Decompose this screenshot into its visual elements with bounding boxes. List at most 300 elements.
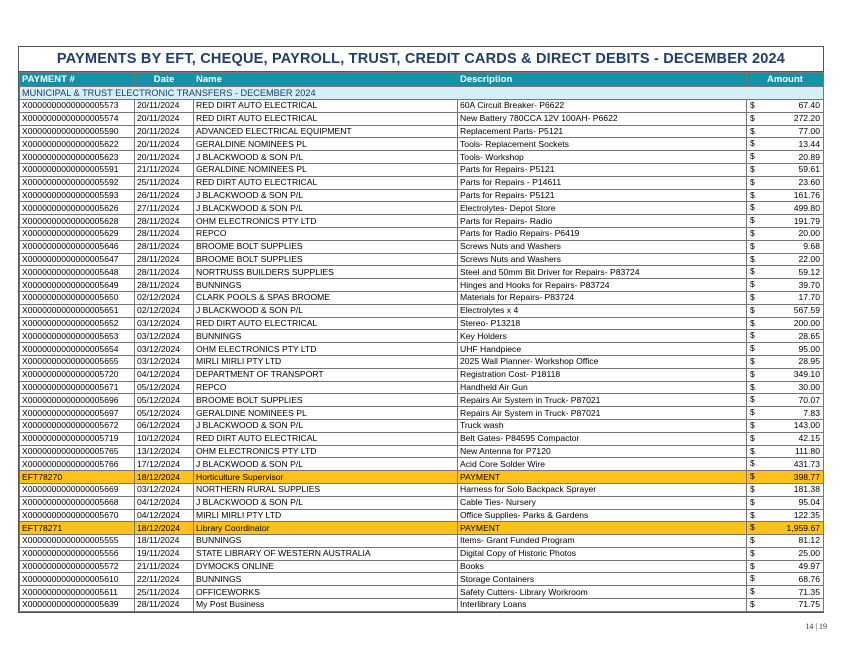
cell-amount	[747, 151, 824, 164]
amount-value: 567.59	[793, 305, 820, 316]
cell-description: PAYMENT	[458, 471, 747, 484]
cell-name: J BLACKWOOD & SON P/L	[194, 151, 458, 164]
cell-description: Stereo- P13218	[458, 317, 747, 330]
cell-description: Electrolytes- Depot Store	[458, 202, 747, 215]
cell-payment-id: X0000000000000005590	[20, 125, 135, 138]
cell-date: 18/12/2024	[135, 471, 194, 484]
cell-payment-id: X0000000000000005765	[20, 445, 135, 458]
cell-description: Parts for Repairs - P14611	[458, 176, 747, 189]
cell-payment-id: X0000000000000005696	[20, 394, 135, 407]
cell-date: 03/12/2024	[135, 483, 194, 496]
cell-description: Storage Containers	[458, 573, 747, 586]
header-name: Name	[194, 73, 458, 87]
table-row	[20, 483, 824, 496]
cell-amount	[747, 125, 824, 138]
table-row	[20, 291, 824, 304]
cell-amount	[747, 163, 824, 176]
cell-name: CLARK POOLS & SPAS BROOME	[194, 291, 458, 304]
cell-date: 28/11/2024	[135, 227, 194, 240]
currency-symbol: $	[750, 343, 755, 354]
cell-amount	[747, 445, 824, 458]
cell-date: 28/11/2024	[135, 279, 194, 292]
currency-symbol: $	[750, 317, 755, 328]
cell-name: BROOME BOLT SUPPLIES	[194, 240, 458, 253]
cell-name: BUNNINGS	[194, 535, 458, 548]
cell-description: Tools- Replacement Sockets	[458, 138, 747, 151]
cell-name: BUNNINGS	[194, 279, 458, 292]
currency-symbol: $	[750, 291, 755, 302]
cell-amount	[747, 535, 824, 548]
amount-value: 181.38	[793, 484, 820, 495]
table-row	[20, 432, 824, 445]
cell-description: Acid Core Solder Wire	[458, 458, 747, 471]
cell-description: Parts for Repairs- Radio	[458, 215, 747, 228]
currency-symbol: $	[750, 483, 755, 494]
cell-name: OHM ELECTRONICS PTY LTD	[194, 343, 458, 356]
cell-name: NORTRUSS BUILDERS SUPPLIES	[194, 266, 458, 279]
table-row	[20, 202, 824, 215]
cell-description: Safety Cutters- Library Workroom	[458, 586, 747, 599]
cell-payment-id: X0000000000000005623	[20, 151, 135, 164]
table-row	[20, 535, 824, 548]
table-row	[20, 304, 824, 317]
cell-description: Cable Ties- Nursery	[458, 496, 747, 509]
currency-symbol: $	[750, 266, 755, 277]
currency-symbol: $	[750, 176, 755, 187]
cell-payment-id: X0000000000000005669	[20, 483, 135, 496]
cell-description: Repairs Air System in Truck- P87021	[458, 394, 747, 407]
amount-value: 191.79	[793, 215, 820, 226]
currency-symbol: $	[750, 215, 755, 226]
currency-symbol: $	[750, 304, 755, 315]
cell-date: 19/11/2024	[135, 547, 194, 560]
header-description: Description	[458, 73, 747, 87]
cell-date: 21/11/2024	[135, 560, 194, 573]
table-row	[20, 381, 824, 394]
amount-value: 77.00	[798, 125, 820, 136]
cell-amount	[747, 599, 824, 612]
cell-date: 03/12/2024	[135, 355, 194, 368]
currency-symbol: $	[750, 151, 755, 162]
amount-value: 59.61	[798, 164, 820, 175]
cell-name: J BLACKWOOD & SON P/L	[194, 304, 458, 317]
cell-description: Tools- Workshop	[458, 151, 747, 164]
cell-date: 26/11/2024	[135, 189, 194, 202]
cell-payment-id: X0000000000000005670	[20, 509, 135, 522]
cell-description: New Battery 780CCA 12V 100AH- P6622	[458, 112, 747, 125]
cell-date: 28/11/2024	[135, 266, 194, 279]
cell-date: 04/12/2024	[135, 368, 194, 381]
cell-payment-id: X0000000000000005719	[20, 432, 135, 445]
cell-name: Library Coordinator	[194, 522, 458, 535]
cell-amount	[747, 394, 824, 407]
cell-name: DEPARTMENT OF TRANSPORT	[194, 368, 458, 381]
table-row	[20, 496, 824, 509]
amount-value: 30.00	[798, 381, 820, 392]
cell-amount	[747, 189, 824, 202]
table-row	[20, 522, 824, 535]
cell-payment-id: X0000000000000005766	[20, 458, 135, 471]
cell-amount	[747, 202, 824, 215]
cell-payment-id: X0000000000000005639	[20, 599, 135, 612]
cell-name: REPCO	[194, 227, 458, 240]
amount-value: 67.40	[798, 100, 820, 111]
cell-payment-id: X0000000000000005592	[20, 176, 135, 189]
payments-table	[19, 72, 824, 612]
currency-symbol: $	[750, 586, 755, 597]
cell-name: BROOME BOLT SUPPLIES	[194, 253, 458, 266]
cell-date: 28/11/2024	[135, 215, 194, 228]
cell-description: Electrolytes x 4	[458, 304, 747, 317]
cell-description: Registration Cost- P18118	[458, 368, 747, 381]
table-row	[20, 100, 824, 113]
cell-name: OHM ELECTRONICS PTY LTD	[194, 215, 458, 228]
table-row	[20, 176, 824, 189]
cell-amount	[747, 227, 824, 240]
table-row	[20, 317, 824, 330]
amount-value: 28.95	[798, 356, 820, 367]
currency-symbol: $	[750, 419, 755, 430]
amount-value: 23.60	[798, 177, 820, 188]
amount-value: 272.20	[793, 113, 820, 124]
cell-name: Horticulture Supervisor	[194, 471, 458, 484]
cell-description: Parts for Radio Repairs- P6419	[458, 227, 747, 240]
cell-description: 2025 Wall Planner- Workshop Office	[458, 355, 747, 368]
currency-symbol: $	[750, 599, 755, 610]
currency-symbol: $	[750, 189, 755, 200]
currency-symbol: $	[750, 407, 755, 418]
currency-symbol: $	[750, 458, 755, 469]
cell-payment-id: X0000000000000005556	[20, 547, 135, 560]
cell-amount	[747, 215, 824, 228]
cell-date: 04/12/2024	[135, 496, 194, 509]
cell-payment-id: X0000000000000005648	[20, 266, 135, 279]
amount-value: 95.00	[798, 343, 820, 354]
page-number: 14 | 19	[805, 622, 827, 631]
cell-payment-id: X0000000000000005593	[20, 189, 135, 202]
cell-date: 28/11/2024	[135, 599, 194, 612]
currency-symbol: $	[750, 432, 755, 443]
cell-amount	[747, 355, 824, 368]
cell-payment-id: X0000000000000005628	[20, 215, 135, 228]
cell-description: Materials for Repairs- P83724	[458, 291, 747, 304]
cell-name: NORTHERN RURAL SUPPLIES	[194, 483, 458, 496]
table-row	[20, 419, 824, 432]
cell-description: Replacement Parts- P5121	[458, 125, 747, 138]
cell-amount	[747, 509, 824, 522]
cell-payment-id: X0000000000000005655	[20, 355, 135, 368]
currency-symbol: $	[750, 496, 755, 507]
currency-symbol: $	[750, 138, 755, 149]
cell-name: REPCO	[194, 381, 458, 394]
table-row	[20, 599, 824, 612]
cell-date: 21/11/2024	[135, 163, 194, 176]
currency-symbol: $	[750, 163, 755, 174]
cell-name: GERALDINE NOMINEES PL	[194, 138, 458, 151]
amount-value: 17.70	[798, 292, 820, 303]
amount-value: 200.00	[793, 317, 820, 328]
amount-value: 9.68	[803, 241, 820, 252]
amount-value: 71.35	[798, 586, 820, 597]
cell-payment-id: X0000000000000005651	[20, 304, 135, 317]
cell-payment-id: X0000000000000005573	[20, 100, 135, 113]
cell-date: 20/11/2024	[135, 112, 194, 125]
cell-amount	[747, 304, 824, 317]
cell-date: 28/11/2024	[135, 240, 194, 253]
table-row	[20, 112, 824, 125]
amount-value: 39.70	[798, 279, 820, 290]
table-row	[20, 586, 824, 599]
amount-value: 20.89	[798, 151, 820, 162]
table-row	[20, 138, 824, 151]
amount-value: 431.73	[793, 458, 820, 469]
cell-amount	[747, 317, 824, 330]
table-row	[20, 394, 824, 407]
cell-amount	[747, 253, 824, 266]
header-payment: PAYMENT #	[20, 73, 135, 87]
cell-name: BUNNINGS	[194, 330, 458, 343]
cell-name: RED DIRT AUTO ELECTRICAL	[194, 176, 458, 189]
currency-symbol: $	[750, 547, 755, 558]
cell-date: 10/12/2024	[135, 432, 194, 445]
cell-payment-id: X0000000000000005610	[20, 573, 135, 586]
header-amount: Amount	[747, 73, 824, 87]
cell-payment-id: X0000000000000005591	[20, 163, 135, 176]
cell-payment-id: EFT78270	[20, 471, 135, 484]
cell-description: Hinges and Hooks for Repairs- P83724	[458, 279, 747, 292]
cell-amount	[747, 458, 824, 471]
cell-date: 18/12/2024	[135, 522, 194, 535]
cell-description: Books	[458, 560, 747, 573]
amount-value: 143.00	[793, 420, 820, 431]
cell-date: 25/11/2024	[135, 176, 194, 189]
amount-value: 49.97	[798, 561, 820, 572]
amount-value: 349.10	[793, 369, 820, 380]
amount-value: 161.76	[793, 189, 820, 200]
cell-amount	[747, 112, 824, 125]
cell-amount	[747, 586, 824, 599]
header-date: Date	[135, 73, 194, 87]
currency-symbol: $	[750, 368, 755, 379]
currency-symbol: $	[750, 202, 755, 213]
cell-date: 22/11/2024	[135, 573, 194, 586]
cell-name: BUNNINGS	[194, 573, 458, 586]
cell-amount	[747, 547, 824, 560]
cell-description: Office Supplies- Parks & Gardens	[458, 509, 747, 522]
cell-date: 03/12/2024	[135, 330, 194, 343]
cell-date: 27/11/2024	[135, 202, 194, 215]
cell-description: PAYMENT	[458, 522, 747, 535]
report-title: PAYMENTS BY EFT, CHEQUE, PAYROLL, TRUST, CREDIT CARDS & DIRECT DEBITS - DECEMBER 2024	[19, 47, 823, 72]
table-row	[20, 227, 824, 240]
cell-name: RED DIRT AUTO ELECTRICAL	[194, 317, 458, 330]
cell-name: MIRLI MIRLI PTY LTD	[194, 355, 458, 368]
currency-symbol: $	[750, 535, 755, 546]
cell-description: Screws Nuts and Washers	[458, 240, 747, 253]
cell-date: 20/11/2024	[135, 100, 194, 113]
cell-name: My Post Business	[194, 599, 458, 612]
cell-payment-id: X0000000000000005649	[20, 279, 135, 292]
currency-symbol: $	[750, 560, 755, 571]
table-row	[20, 368, 824, 381]
cell-name: J BLACKWOOD & SON P/L	[194, 496, 458, 509]
cell-payment-id: X0000000000000005697	[20, 407, 135, 420]
table-row	[20, 547, 824, 560]
currency-symbol: $	[750, 445, 755, 456]
currency-symbol: $	[750, 112, 755, 123]
cell-payment-id: X0000000000000005647	[20, 253, 135, 266]
amount-value: 122.35	[793, 509, 820, 520]
cell-date: 02/12/2024	[135, 304, 194, 317]
cell-description: 60A Circuit Breaker- P6622	[458, 100, 747, 113]
cell-amount	[747, 432, 824, 445]
cell-amount	[747, 291, 824, 304]
currency-symbol: $	[750, 522, 755, 533]
payments-sheet	[18, 46, 824, 613]
cell-payment-id: X0000000000000005668	[20, 496, 135, 509]
amount-value: 81.12	[798, 535, 820, 546]
amount-value: 42.15	[798, 433, 820, 444]
cell-date: 03/12/2024	[135, 317, 194, 330]
cell-amount	[747, 368, 824, 381]
cell-payment-id: X0000000000000005650	[20, 291, 135, 304]
cell-amount	[747, 419, 824, 432]
cell-description: Screws Nuts and Washers	[458, 253, 747, 266]
section-row	[20, 87, 824, 100]
cell-name: J BLACKWOOD & SON P/L	[194, 189, 458, 202]
table-row	[20, 445, 824, 458]
cell-name: GERALDINE NOMINEES PL	[194, 407, 458, 420]
cell-payment-id: X0000000000000005574	[20, 112, 135, 125]
cell-payment-id: X0000000000000005622	[20, 138, 135, 151]
table-row	[20, 330, 824, 343]
table-row	[20, 573, 824, 586]
cell-name: BROOME BOLT SUPPLIES	[194, 394, 458, 407]
cell-payment-id: X0000000000000005629	[20, 227, 135, 240]
table-row	[20, 163, 824, 176]
cell-payment-id: X0000000000000005672	[20, 419, 135, 432]
cell-description: Harness for Solo Backpack Sprayer	[458, 483, 747, 496]
cell-amount	[747, 176, 824, 189]
cell-date: 20/11/2024	[135, 138, 194, 151]
amount-value: 95.04	[798, 497, 820, 508]
amount-value: 28.65	[798, 330, 820, 341]
table-row	[20, 560, 824, 573]
cell-description: New Antenna for P7120	[458, 445, 747, 458]
cell-amount	[747, 330, 824, 343]
cell-payment-id: X0000000000000005720	[20, 368, 135, 381]
cell-date: 03/12/2024	[135, 343, 194, 356]
table-row	[20, 266, 824, 279]
cell-payment-id: X0000000000000005626	[20, 202, 135, 215]
cell-amount	[747, 573, 824, 586]
currency-symbol: $	[750, 240, 755, 251]
cell-name: J BLACKWOOD & SON P/L	[194, 202, 458, 215]
section-title: MUNICIPAL & TRUST ELECTRONIC TRANSFERS - DECEMBER 2024	[20, 87, 824, 100]
cell-payment-id: X0000000000000005653	[20, 330, 135, 343]
amount-value: 398.77	[793, 471, 820, 482]
cell-name: OFFICEWORKS	[194, 586, 458, 599]
amount-value: 7.83	[803, 407, 820, 418]
cell-description: UHF Handpiece	[458, 343, 747, 356]
currency-symbol: $	[750, 279, 755, 290]
cell-description: Parts for Repairs- P5121	[458, 189, 747, 202]
cell-date: 28/11/2024	[135, 253, 194, 266]
cell-payment-id: X0000000000000005611	[20, 586, 135, 599]
cell-name: OHM ELECTRONICS PTY LTD	[194, 445, 458, 458]
header-row	[20, 73, 824, 87]
cell-date: 13/12/2024	[135, 445, 194, 458]
cell-name: STATE LIBRARY OF WESTERN AUSTRALIA	[194, 547, 458, 560]
table-row	[20, 125, 824, 138]
currency-symbol: $	[750, 394, 755, 405]
currency-symbol: $	[750, 355, 755, 366]
currency-symbol: $	[750, 100, 755, 110]
amount-value: 22.00	[798, 253, 820, 264]
cell-description: Steel and 50mm Bit Driver for Repairs- P83724	[458, 266, 747, 279]
cell-date: 18/11/2024	[135, 535, 194, 548]
table-row	[20, 509, 824, 522]
cell-date: 02/12/2024	[135, 291, 194, 304]
cell-amount	[747, 381, 824, 394]
amount-value: 13.44	[798, 138, 820, 149]
cell-payment-id: X0000000000000005654	[20, 343, 135, 356]
table-row	[20, 458, 824, 471]
currency-symbol: $	[750, 125, 755, 136]
cell-name: DYMOCKS ONLINE	[194, 560, 458, 573]
cell-amount	[747, 138, 824, 151]
cell-date: 20/11/2024	[135, 151, 194, 164]
amount-value: 71.75	[798, 599, 820, 610]
amount-value: 68.76	[798, 573, 820, 584]
currency-symbol: $	[750, 471, 755, 482]
cell-payment-id: X0000000000000005555	[20, 535, 135, 548]
cell-amount	[747, 522, 824, 535]
cell-payment-id: X0000000000000005572	[20, 560, 135, 573]
cell-date: 05/12/2024	[135, 407, 194, 420]
cell-payment-id: EFT78271	[20, 522, 135, 535]
table-row	[20, 343, 824, 356]
cell-description: Handheld Air Gun	[458, 381, 747, 394]
cell-description: Interlibrary Loans	[458, 599, 747, 612]
amount-value: 59.12	[798, 266, 820, 277]
amount-value: 1,959.67	[786, 522, 820, 533]
cell-amount	[747, 483, 824, 496]
cell-name: GERALDINE NOMINEES PL	[194, 163, 458, 176]
cell-date: 06/12/2024	[135, 419, 194, 432]
table-row	[20, 151, 824, 164]
cell-amount	[747, 240, 824, 253]
cell-amount	[747, 100, 824, 113]
cell-description: Truck wash	[458, 419, 747, 432]
amount-value: 70.07	[798, 394, 820, 405]
cell-amount	[747, 496, 824, 509]
cell-date: 25/11/2024	[135, 586, 194, 599]
amount-value: 20.00	[798, 228, 820, 239]
cell-amount	[747, 407, 824, 420]
currency-symbol: $	[750, 381, 755, 392]
cell-date: 04/12/2024	[135, 509, 194, 522]
cell-amount	[747, 471, 824, 484]
table-row	[20, 189, 824, 202]
cell-name: RED DIRT AUTO ELECTRICAL	[194, 112, 458, 125]
currency-symbol: $	[750, 330, 755, 341]
currency-symbol: $	[750, 573, 755, 584]
cell-description: Parts for Repairs- P5121	[458, 163, 747, 176]
cell-description: Digital Copy of Historic Photos	[458, 547, 747, 560]
table-row	[20, 471, 824, 484]
table-row	[20, 215, 824, 228]
